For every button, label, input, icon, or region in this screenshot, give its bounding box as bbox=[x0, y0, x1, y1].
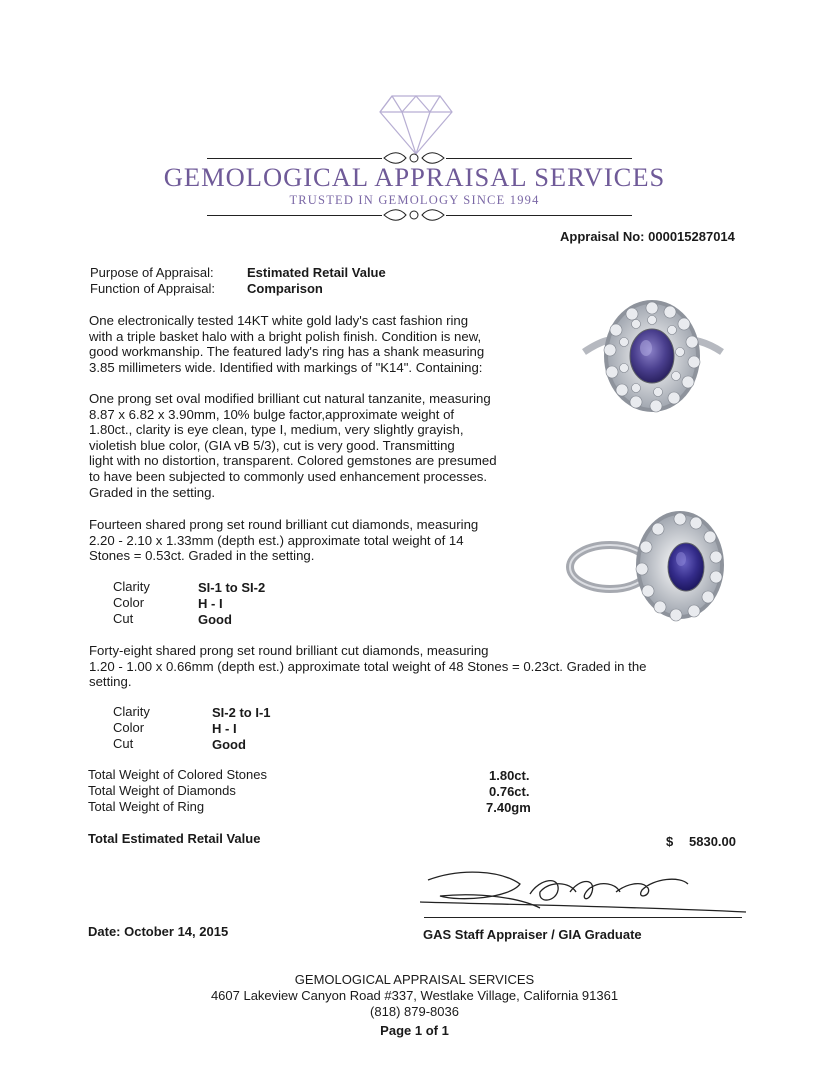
cut-label: Cut bbox=[113, 736, 134, 751]
function-label: Function of Appraisal: bbox=[90, 281, 216, 296]
color-label: Color bbox=[113, 720, 145, 735]
text-line: Forty-eight shared prong set round brilliant cut diamonds, measuring bbox=[89, 643, 489, 658]
diamonds14-description bbox=[89, 517, 529, 564]
clarity-label: Clarity bbox=[113, 704, 150, 719]
function-value: Comparison bbox=[247, 281, 323, 296]
header-top-rule-left bbox=[207, 158, 382, 159]
text-line: violetish blue color, (GIA vB 5/3), cut is very good. Transmitting bbox=[89, 437, 455, 453]
text-line: One prong set oval modified brilliant cut natural tanzanite, measuring bbox=[89, 391, 491, 406]
text-line: 1.20 - 1.00 x 0.66mm (depth est.) approximate total weight of 48 Stones = 0.23ct. Graded in the bbox=[89, 658, 647, 674]
text-line: 8.87 x 6.82 x 3.90mm, 10% bulge factor,approximate weight of bbox=[89, 406, 455, 422]
appraisal-number: Appraisal No: 000015287014 bbox=[560, 229, 735, 244]
total-colored-label: Total Weight of Colored Stones bbox=[88, 767, 267, 782]
total-diamonds-value: 0.76ct. bbox=[489, 784, 530, 799]
purpose-value: Estimated Retail Value bbox=[247, 265, 386, 280]
text-line: One electronically tested 14KT white gold lady's cast fashion ring bbox=[89, 313, 469, 328]
total-ring-value: 7.40gm bbox=[486, 800, 531, 815]
text-line: Stones = 0.53ct. Graded in the setting. bbox=[89, 548, 315, 564]
color-value: H - I bbox=[198, 596, 223, 611]
diamond-icon bbox=[378, 94, 454, 156]
text-line: light with no distortion, transparent. Colored gemstones are presumed bbox=[89, 453, 497, 469]
header-subtitle: TRUSTED IN GEMOLOGY SINCE 1994 bbox=[289, 193, 540, 207]
clarity-label: Clarity bbox=[113, 579, 150, 594]
purpose-label: Purpose of Appraisal: bbox=[90, 265, 214, 280]
header-top-rule-right bbox=[446, 158, 632, 159]
footer-phone: (818) 879-8036 bbox=[370, 1004, 459, 1019]
header-bottom-rule-right bbox=[446, 215, 632, 216]
total-colored-value: 1.80ct. bbox=[489, 768, 530, 783]
text-line: to have been subjected to commonly used enhancement processes. bbox=[89, 468, 488, 484]
footer-company: GEMOLOGICAL APPRAISAL SERVICES bbox=[294, 972, 535, 987]
cut-value: Good bbox=[198, 612, 232, 627]
header-bottom-rule-left bbox=[207, 215, 382, 216]
text-line: setting. bbox=[89, 674, 132, 690]
total-ring-label: Total Weight of Ring bbox=[88, 799, 205, 814]
text-line: Fourteen shared prong set round brilliant cut diamonds, measuring bbox=[89, 517, 479, 532]
retail-currency: $ bbox=[666, 834, 674, 849]
text-line: good workmanship. The featured lady's ring has a shank measuring bbox=[89, 344, 485, 360]
clarity-value: SI-1 to SI-2 bbox=[198, 580, 266, 595]
total-diamonds-label: Total Weight of Diamonds bbox=[88, 783, 236, 798]
footer-address: 4607 Lakeview Canyon Road #337, Westlake Village, California 91361 bbox=[210, 988, 619, 1003]
ornament-icon bbox=[382, 207, 446, 223]
cut-label: Cut bbox=[113, 611, 134, 626]
diamonds48-description bbox=[89, 643, 729, 690]
ring-photo-side bbox=[562, 505, 732, 635]
color-label: Color bbox=[113, 595, 145, 610]
signature-line bbox=[424, 917, 742, 918]
retail-label: Total Estimated Retail Value bbox=[88, 831, 261, 846]
tanzanite-description bbox=[89, 391, 529, 500]
color-value: H - I bbox=[212, 721, 237, 736]
signature bbox=[420, 858, 750, 920]
clarity-value: SI-2 to I-1 bbox=[212, 705, 271, 720]
ring-description bbox=[89, 313, 529, 375]
text-line: 1.80ct., clarity is eye clean, type I, medium, very slightly grayish, bbox=[89, 422, 464, 438]
cut-value: Good bbox=[212, 737, 246, 752]
text-line: with a triple basket halo with a bright polish finish. Condition is new, bbox=[89, 328, 482, 344]
header-title: GEMOLOGICAL APPRAISAL SERVICES bbox=[163, 162, 666, 192]
appraisal-date: Date: October 14, 2015 bbox=[88, 924, 229, 939]
retail-value: 5830.00 bbox=[689, 834, 736, 849]
signature-caption: GAS Staff Appraiser / GIA Graduate bbox=[423, 927, 642, 942]
text-line: 3.85 millimeters wide. Identified with markings of "K14". Containing: bbox=[89, 359, 483, 375]
ring-photo-top bbox=[572, 290, 732, 430]
footer-page: Page 1 of 1 bbox=[380, 1023, 449, 1038]
text-line: Graded in the setting. bbox=[89, 484, 216, 500]
text-line: 2.20 - 2.10 x 1.33mm (depth est.) approximate total weight of 14 bbox=[89, 532, 464, 548]
